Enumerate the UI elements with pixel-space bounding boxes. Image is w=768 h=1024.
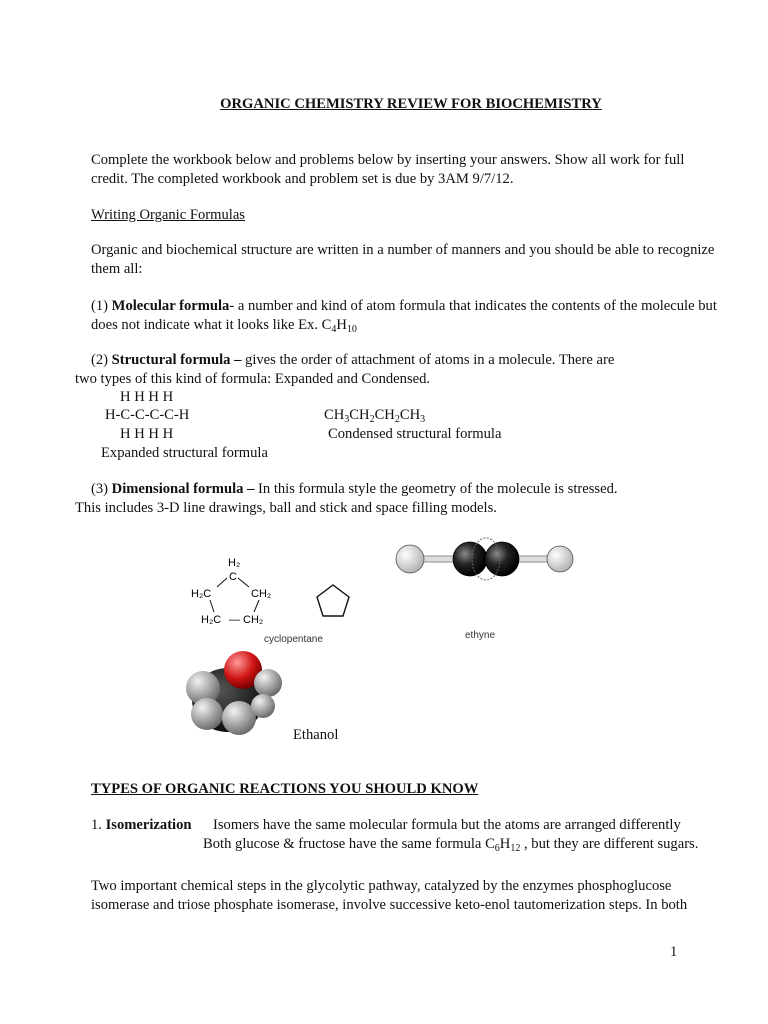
item-molecular-formula — [91, 297, 717, 316]
hydrogen-atom — [251, 694, 275, 718]
overview-line-2: them all: — [91, 261, 143, 277]
item-number: (2) — [91, 352, 112, 368]
condensed-part: CH — [374, 407, 395, 423]
section-heading-reactions: TYPES OF ORGANIC REACTIONS YOU SHOULD KNOW — [91, 781, 479, 797]
example-h: H — [499, 836, 511, 852]
item-number: 1. — [91, 817, 106, 833]
expanded-bottom-h: H H H H — [120, 426, 174, 442]
item-dimensional-formula — [91, 480, 618, 499]
pentagon-shape — [314, 582, 354, 620]
cyclopentane-pentagon — [317, 585, 349, 616]
subscript: 3 — [420, 414, 426, 425]
overview-line-1: Organic and biochemical structure are written in a number of manners and you should be able to recognize — [91, 242, 715, 258]
term-isomerization: Isomerization — [105, 817, 192, 833]
isomerization-example — [203, 835, 698, 854]
expanded-chain: H-C-C-C-C-H — [105, 407, 190, 423]
bond-line — [217, 578, 227, 587]
item-desc: In this formula style the geometry of the molecule is stressed. — [254, 481, 618, 497]
hydrogen-atom — [254, 669, 282, 697]
condensed-part: CH — [399, 407, 421, 423]
intro-line-2: credit. The completed workbook and problem set is due by 3AM 9/7/12. — [91, 171, 514, 187]
closing-line-2: isomerase and triose phosphate isomerase, involve successive keto-enol tautomerization steps. In both — [91, 897, 688, 913]
subscript: 4 — [331, 324, 337, 335]
ethyne-label: ethyne — [465, 630, 496, 641]
hydrogen-atom — [191, 698, 223, 730]
reaction-isomerization — [91, 816, 192, 835]
condensed-part: CH — [349, 407, 370, 423]
carbon-atom-left — [453, 542, 487, 576]
atom-c-top: C — [229, 571, 237, 583]
condensed-label: Condensed structural formula — [328, 426, 502, 442]
cyclopentane-label: cyclopentane — [264, 634, 323, 645]
item-dimensional-line-2: This includes 3-D line drawings, ball and stick and space filling models. — [75, 500, 497, 516]
closing-line-1: Two important chemical steps in the glycolytic pathway, catalyzed by the enzymes phosphoglucose — [91, 878, 672, 894]
subscript: 2 — [369, 414, 375, 425]
item-structural-formula — [91, 351, 614, 370]
item-molecular-example — [91, 316, 357, 335]
atom-ch2-bottom-right: CH₂ — [243, 614, 264, 626]
term-structural-formula: Structural formula – — [111, 352, 242, 368]
hydrogen-atom-right — [547, 546, 573, 572]
item-number: (3) — [91, 481, 112, 497]
item-number: (1) — [91, 298, 112, 314]
ethanol-label: Ethanol — [293, 727, 339, 743]
term-dimensional-formula: Dimensional formula – — [111, 481, 255, 497]
atom-ch2-right: CH₂ — [251, 588, 272, 600]
condensed-part: CH — [324, 407, 345, 423]
bond-line — [238, 578, 249, 587]
bond-line — [210, 600, 214, 612]
expanded-label: Expanded structural formula — [101, 445, 268, 461]
example-h: H — [336, 317, 347, 333]
item-structural-line-2: two types of this kind of formula: Expanded and Condensed. — [75, 371, 431, 387]
subscript: 6 — [494, 843, 500, 854]
cyclopentane-skeletal-figure — [185, 552, 295, 632]
hydrogen-atom — [222, 701, 256, 735]
subscript: 10 — [346, 324, 357, 335]
item-desc: - a number and kind of atom formula that indicates the contents of the molecule but — [229, 298, 717, 314]
example-text: does not indicate what it looks like Ex. C — [91, 317, 332, 333]
ethanol-space-filling-model — [183, 648, 293, 738]
term-molecular-formula: Molecular formula — [111, 298, 230, 314]
subscript: 12 — [510, 843, 521, 854]
ethyne-ball-stick-model — [392, 532, 578, 592]
atom-h2c-left: H₂C — [191, 588, 212, 600]
page-number: 1 — [670, 944, 678, 960]
condensed-formula — [324, 406, 425, 425]
carbon-atom-right — [485, 542, 519, 576]
example-text: , but they are different sugars. — [520, 836, 699, 852]
hydrogen-atom-left — [396, 545, 424, 573]
isomerization-desc: Isomers have the same molecular formula but the atoms are arranged differently — [213, 817, 681, 833]
item-desc: gives the order of attachment of atoms in a molecule. There are — [241, 352, 615, 368]
subscript: 2 — [394, 414, 400, 425]
atom-h2-top: H₂ — [228, 557, 241, 569]
subscript: 3 — [344, 414, 350, 425]
bond-line — [254, 600, 259, 612]
section-heading-formulas: Writing Organic Formulas — [91, 207, 245, 223]
atom-h2c-bottom-left: H₂C — [201, 614, 222, 626]
intro-line-1: Complete the workbook below and problems below by inserting your answers. Show all work for full — [91, 152, 685, 168]
page-title: ORGANIC CHEMISTRY REVIEW FOR BIOCHEMISTRY — [220, 96, 602, 112]
bond-dash: — — [229, 614, 240, 626]
expanded-top-h: H H H H — [120, 389, 174, 405]
example-text: Both glucose & fructose have the same formula C — [203, 836, 495, 852]
